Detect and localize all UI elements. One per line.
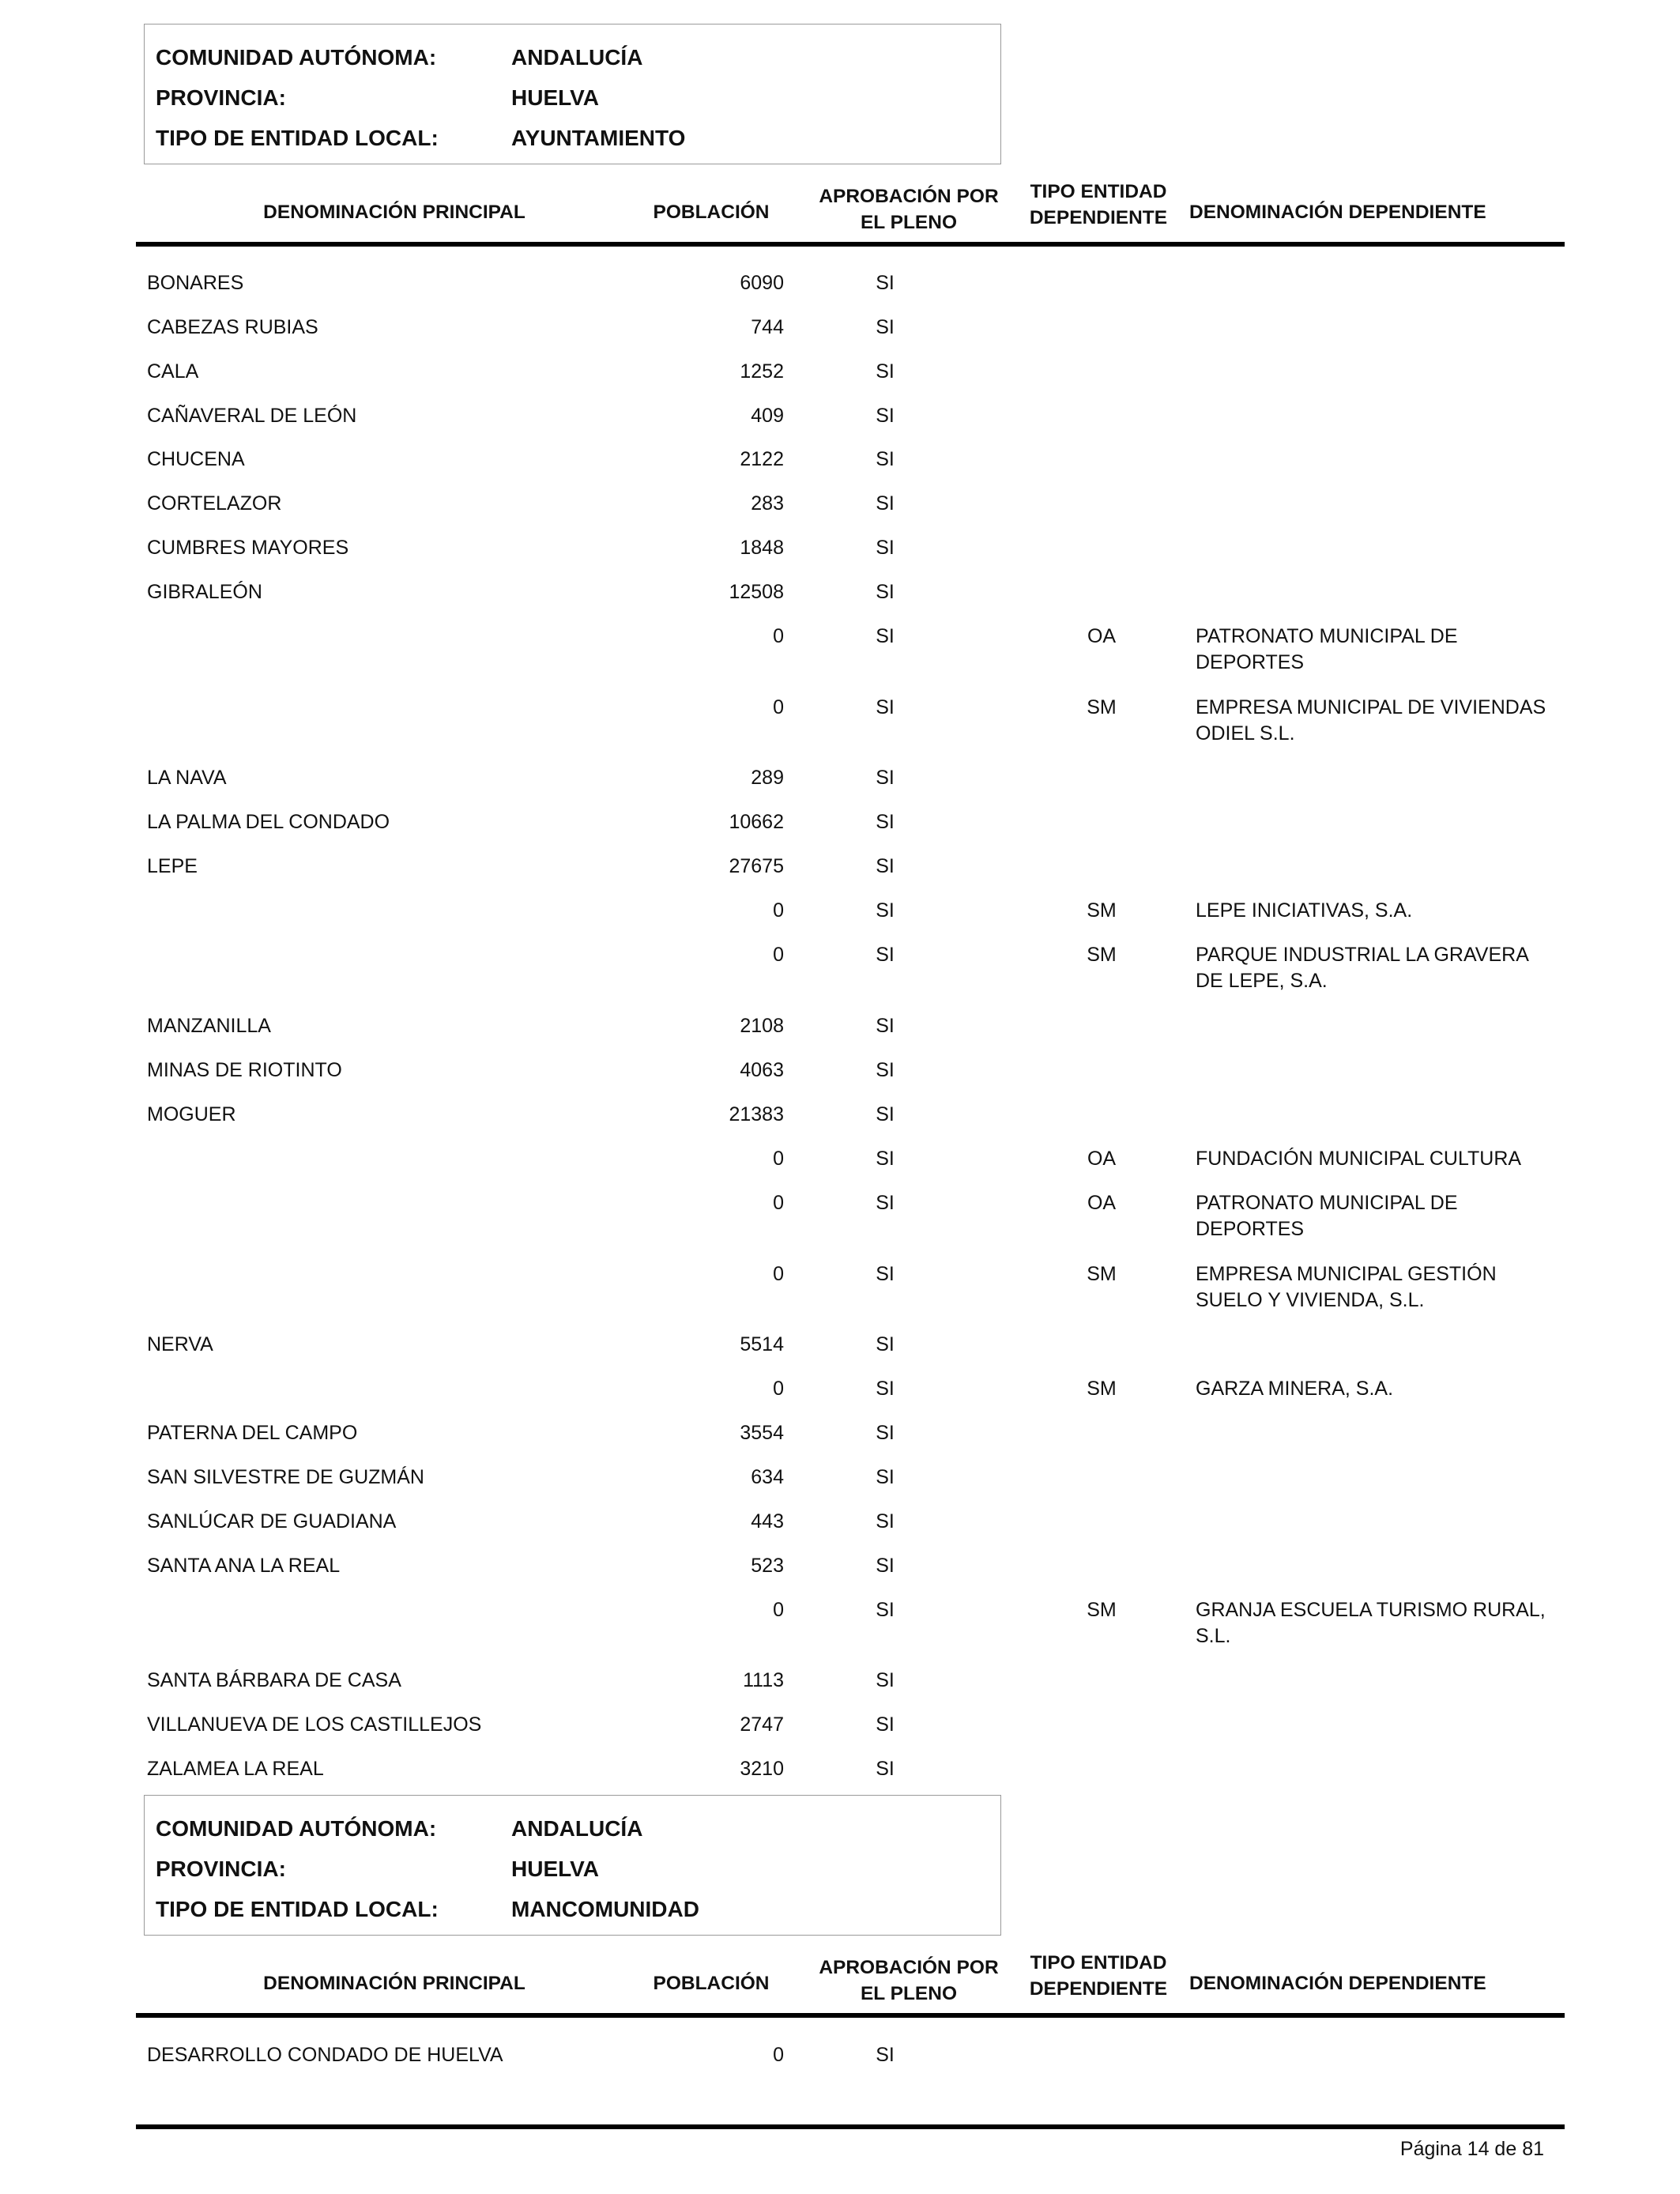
header-dependiente-line: DENOMINACIÓN DEPENDIENTE (1189, 202, 1486, 223)
cell-tipo-entidad: OA (1087, 625, 1117, 647)
entity-info-box (144, 24, 1001, 164)
header-tipo-entidad-line: TIPO ENTIDAD (1030, 1952, 1167, 1973)
cell-poblacion: 0 (773, 944, 784, 966)
header-aprobacion-line: APROBACIÓN POR (819, 186, 999, 207)
cell-denominacion-principal: LA NAVA (147, 767, 227, 789)
cell-poblacion: 27675 (729, 855, 784, 877)
header-tipo-entidad-line: DEPENDIENTE (1029, 207, 1168, 228)
cell-poblacion: 409 (751, 405, 784, 427)
page-number: Página 14 de 81 (1399, 2138, 1544, 2160)
cell-denominacion-principal: NERVA (147, 1333, 213, 1355)
cell-poblacion: 0 (773, 696, 784, 718)
header-dependiente-line: DENOMINACIÓN DEPENDIENTE (1189, 1973, 1486, 1994)
cell-denominacion-principal: BONARES (147, 272, 244, 294)
cell-poblacion: 0 (773, 625, 784, 647)
cell-aprobacion: SI (876, 1713, 895, 1736)
info-label: COMUNIDAD AUTÓNOMA: (156, 45, 437, 70)
cell-aprobacion: SI (876, 1015, 895, 1037)
info-value: AYUNTAMIENTO (511, 126, 686, 150)
cell-poblacion: 289 (751, 767, 784, 789)
cell-aprobacion: SI (876, 1333, 895, 1355)
cell-aprobacion: SI (876, 1422, 895, 1444)
cell-denominacion-principal: CHUCENA (147, 448, 245, 470)
cell-aprobacion: SI (876, 811, 895, 833)
entity-info-box (144, 1795, 1001, 1936)
cell-denominacion-principal: SAN SILVESTRE DE GUZMÁN (147, 1466, 424, 1488)
cell-aprobacion: SI (876, 855, 895, 877)
cell-denominacion-principal: CORTELAZOR (147, 492, 282, 515)
cell-denominacion-dependiente: GARZA MINERA, S.A. (1196, 1378, 1394, 1400)
cell-denominacion-principal: CAÑAVERAL DE LEÓN (147, 405, 357, 427)
cell-aprobacion: SI (876, 1192, 895, 1214)
cell-denominacion-principal: PATERNA DEL CAMPO (147, 1422, 358, 1444)
cell-poblacion: 2122 (740, 448, 784, 470)
cell-poblacion: 443 (751, 1510, 784, 1532)
cell-denominacion-dependiente: LEPE INICIATIVAS, S.A. (1196, 899, 1413, 922)
cell-poblacion: 744 (751, 316, 784, 338)
cell-aprobacion: SI (876, 316, 895, 338)
cell-aprobacion: SI (876, 405, 895, 427)
cell-denominacion-principal: LA PALMA DEL CONDADO (147, 811, 390, 833)
cell-poblacion: 283 (751, 492, 784, 515)
header-aprobacion-line: EL PLENO (860, 212, 958, 233)
cell-tipo-entidad: SM (1087, 899, 1117, 922)
header-dependiente (1189, 199, 1497, 225)
header-poblacion (632, 1970, 790, 1996)
cell-aprobacion: SI (876, 537, 895, 559)
header-principal-line: DENOMINACIÓN PRINCIPAL (263, 1973, 525, 1994)
cell-aprobacion: SI (876, 899, 895, 922)
header-principal (147, 199, 642, 225)
cell-tipo-entidad: OA (1087, 1148, 1117, 1170)
cell-denominacion-dependiente: EMPRESA MUNICIPAL GESTIÓN SUELO Y VIVIENDA, S.L. (1196, 1263, 1497, 1311)
cell-aprobacion: SI (876, 1263, 895, 1285)
cell-denominacion-principal: CALA (147, 360, 199, 383)
cell-poblacion: 1848 (740, 537, 784, 559)
info-value: MANCOMUNIDAD (511, 1897, 699, 1921)
header-aprobacion (814, 183, 1004, 236)
cell-aprobacion: SI (876, 696, 895, 718)
cell-aprobacion: SI (876, 944, 895, 966)
cell-poblacion: 0 (773, 1599, 784, 1621)
cell-poblacion: 3554 (740, 1422, 784, 1444)
cell-aprobacion: SI (876, 581, 895, 603)
header-principal-line: DENOMINACIÓN PRINCIPAL (263, 202, 525, 223)
cell-poblacion: 6090 (740, 272, 784, 294)
cell-aprobacion: SI (876, 272, 895, 294)
cell-aprobacion: SI (876, 1148, 895, 1170)
cell-poblacion: 5514 (740, 1333, 784, 1355)
cell-poblacion: 0 (773, 1192, 784, 1214)
cell-aprobacion: SI (876, 448, 895, 470)
cell-aprobacion: SI (876, 360, 895, 383)
info-value: HUELVA (511, 1857, 599, 1881)
cell-denominacion-principal: SANTA ANA LA REAL (147, 1555, 341, 1577)
cell-denominacion-principal: CUMBRES MAYORES (147, 537, 349, 559)
header-tipo-entidad-line: DEPENDIENTE (1029, 1978, 1168, 2000)
info-label: TIPO DE ENTIDAD LOCAL: (156, 126, 439, 150)
cell-denominacion-principal: DESARROLLO CONDADO DE HUELVA (147, 2044, 503, 2066)
cell-denominacion-dependiente: EMPRESA MUNICIPAL DE VIVIENDAS ODIEL S.L. (1196, 696, 1546, 745)
cell-denominacion-principal: ZALAMEA LA REAL (147, 1758, 324, 1780)
cell-denominacion-principal: LEPE (147, 855, 198, 877)
cell-denominacion-principal: MINAS DE RIOTINTO (147, 1059, 342, 1081)
cell-denominacion-principal: GIBRALEÓN (147, 581, 262, 603)
cell-aprobacion: SI (876, 767, 895, 789)
cell-denominacion-principal: VILLANUEVA DE LOS CASTILLEJOS (147, 1713, 482, 1736)
header-poblacion (632, 199, 790, 225)
header-poblacion-line: POBLACIÓN (653, 1973, 770, 1994)
cell-poblacion: 21383 (729, 1103, 784, 1125)
header-dependiente (1189, 1970, 1497, 1996)
header-tipo-entidad (1027, 1950, 1170, 2002)
info-value: HUELVA (511, 85, 599, 110)
cell-poblacion: 3210 (740, 1758, 784, 1780)
footer-rule (136, 2124, 1565, 2129)
cell-poblacion: 4063 (740, 1059, 784, 1081)
cell-tipo-entidad: SM (1087, 1378, 1117, 1400)
cell-poblacion: 0 (773, 1263, 784, 1285)
cell-denominacion-dependiente: FUNDACIÓN MUNICIPAL CULTURA (1196, 1148, 1522, 1170)
info-value: ANDALUCÍA (511, 45, 643, 70)
cell-aprobacion: SI (876, 1599, 895, 1621)
info-label: PROVINCIA: (156, 1857, 286, 1881)
header-aprobacion (814, 1955, 1004, 2007)
cell-aprobacion: SI (876, 1669, 895, 1691)
cell-poblacion: 2108 (740, 1015, 784, 1037)
cell-aprobacion: SI (876, 1555, 895, 1577)
cell-aprobacion: SI (876, 1103, 895, 1125)
cell-poblacion: 0 (773, 899, 784, 922)
cell-denominacion-principal: MOGUER (147, 1103, 236, 1125)
cell-poblacion: 10662 (729, 811, 784, 833)
header-tipo-entidad-line: TIPO ENTIDAD (1030, 181, 1167, 202)
cell-tipo-entidad: SM (1087, 696, 1117, 718)
header-principal (147, 1970, 642, 1996)
cell-tipo-entidad: SM (1087, 1599, 1117, 1621)
cell-aprobacion: SI (876, 1059, 895, 1081)
cell-poblacion: 12508 (729, 581, 784, 603)
cell-aprobacion: SI (876, 1758, 895, 1780)
cell-poblacion: 0 (773, 1148, 784, 1170)
info-label: COMUNIDAD AUTÓNOMA: (156, 1816, 437, 1841)
header-tipo-entidad (1027, 179, 1170, 231)
cell-tipo-entidad: SM (1087, 944, 1117, 966)
cell-denominacion-principal: CABEZAS RUBIAS (147, 316, 318, 338)
cell-denominacion-dependiente: PATRONATO MUNICIPAL DE DEPORTES (1196, 1192, 1458, 1240)
cell-tipo-entidad: SM (1087, 1263, 1117, 1285)
cell-aprobacion: SI (876, 2044, 895, 2066)
cell-denominacion-principal: SANTA BÁRBARA DE CASA (147, 1669, 401, 1691)
header-rule (136, 242, 1565, 247)
header-poblacion-line: POBLACIÓN (653, 202, 770, 223)
cell-aprobacion: SI (876, 625, 895, 647)
cell-aprobacion: SI (876, 492, 895, 515)
cell-poblacion: 0 (773, 1378, 784, 1400)
header-aprobacion-line: EL PLENO (860, 1983, 958, 2004)
info-value: ANDALUCÍA (511, 1816, 643, 1841)
cell-poblacion: 523 (751, 1555, 784, 1577)
info-label: PROVINCIA: (156, 85, 286, 110)
cell-tipo-entidad: OA (1087, 1192, 1117, 1214)
cell-poblacion: 1252 (740, 360, 784, 383)
header-rule (136, 2013, 1565, 2018)
cell-poblacion: 1113 (743, 1669, 784, 1691)
cell-denominacion-dependiente: PARQUE INDUSTRIAL LA GRAVERA DE LEPE, S.A. (1196, 944, 1528, 992)
cell-poblacion: 2747 (740, 1713, 784, 1736)
cell-aprobacion: SI (876, 1378, 895, 1400)
cell-poblacion: 0 (773, 2044, 784, 2066)
cell-denominacion-principal: MANZANILLA (147, 1015, 271, 1037)
cell-aprobacion: SI (876, 1466, 895, 1488)
cell-denominacion-principal: SANLÚCAR DE GUADIANA (147, 1510, 397, 1532)
cell-aprobacion: SI (876, 1510, 895, 1532)
cell-poblacion: 634 (751, 1466, 784, 1488)
info-label: TIPO DE ENTIDAD LOCAL: (156, 1897, 439, 1921)
cell-denominacion-dependiente: PATRONATO MUNICIPAL DE DEPORTES (1196, 625, 1458, 673)
header-aprobacion-line: APROBACIÓN POR (819, 1957, 999, 1978)
cell-denominacion-dependiente: GRANJA ESCUELA TURISMO RURAL, S.L. (1196, 1599, 1546, 1647)
